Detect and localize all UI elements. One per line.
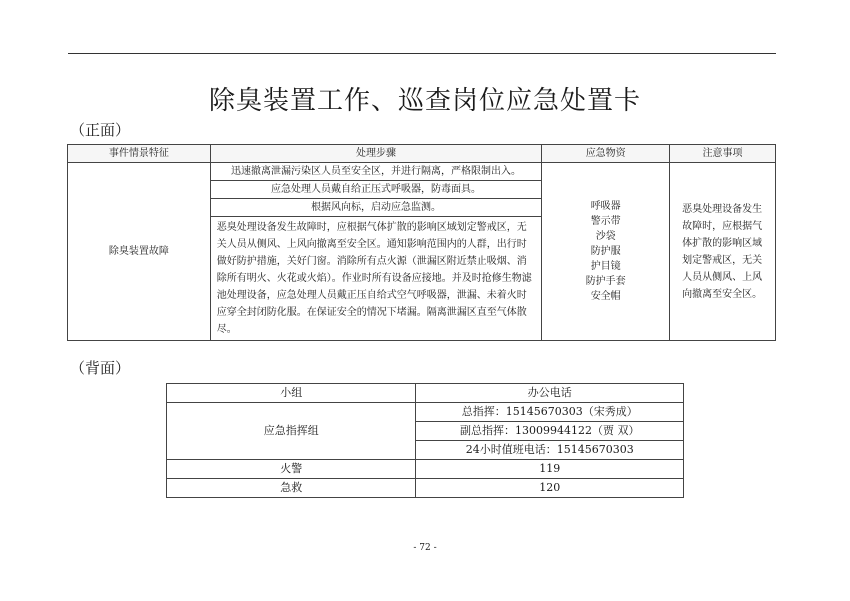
header-materials: 应急物资 (542, 145, 670, 163)
page-number: - 72 - (413, 543, 437, 553)
page-title: 除臭装置工作、巡查岗位应急处置卡 (208, 86, 641, 116)
step-2: 应急处理人员戴自给正压式呼吸器，防毒面具。 (210, 181, 542, 199)
phone-deputy: 副总指挥：13009944122（贾 双） (416, 422, 684, 441)
header-phone: 办公电话 (416, 384, 684, 403)
front-header-row (68, 145, 776, 163)
notes-cell: 恶臭处理设备发生故障时，应根据气体扩散的影响区域划定警戒区，无关人员从侧风、上风向撤离至安全区。 (670, 163, 776, 341)
top-rule (68, 53, 776, 54)
front-emergency-table (67, 144, 776, 341)
phone-chief: 总指挥：15145670303（宋秀成） (416, 403, 684, 422)
group-cell: 应急指挥组 (167, 403, 416, 460)
header-notes: 注意事项 (670, 145, 776, 163)
material-item: 安全帽 (590, 291, 621, 302)
header-event: 事件情景特征 (68, 145, 211, 163)
material-item: 护目镜 (590, 261, 621, 272)
material-item: 沙袋 (595, 231, 616, 242)
ambulance-number: 120 (416, 479, 684, 498)
front-side-label: （正面） (70, 121, 131, 139)
header-group: 小组 (167, 384, 416, 403)
material-item: 警示带 (590, 216, 621, 227)
step-1: 迅速撤离泄漏污染区人员至安全区，并进行隔离，严格限制出入。 (210, 163, 542, 181)
material-item: 呼吸器 (590, 201, 621, 212)
event-cell: 除臭装置故障 (68, 163, 211, 341)
phone-duty: 24小时值班电话：15145670303 (416, 441, 684, 460)
materials-cell (542, 163, 670, 341)
back-contact-table (166, 383, 684, 498)
back-side-label: （背面） (70, 359, 131, 377)
material-item: 防护服 (590, 246, 621, 257)
ambulance-label: 急救 (167, 479, 416, 498)
fire-number: 119 (416, 460, 684, 479)
header-steps: 处理步骤 (210, 145, 542, 163)
fire-label: 火警 (167, 460, 416, 479)
back-header-row (167, 384, 684, 403)
step-3: 根据风向标，启动应急监测。 (210, 199, 542, 217)
step-4: 恶臭处理设备发生故障时，应根据气体扩散的影响区域划定警戒区，无关人员从侧风、上风向撤离至安全区。通知影响范围内的人群，出行时做好防护措施，关好门窗。消除所有点火源（泄漏区附近禁止吸烟、消除所有明火、火花或火焰）。作业时所有设备应接地。并及时抢修生物滤池处理设备，应急处理人员戴正压自给式空气呼吸器，泄漏、未着火时应穿全封闭防化服。在保证安全的情况下堵漏。隔离泄漏区直至气体散尽。 (210, 217, 542, 341)
material-item: 防护手套 (585, 276, 626, 287)
